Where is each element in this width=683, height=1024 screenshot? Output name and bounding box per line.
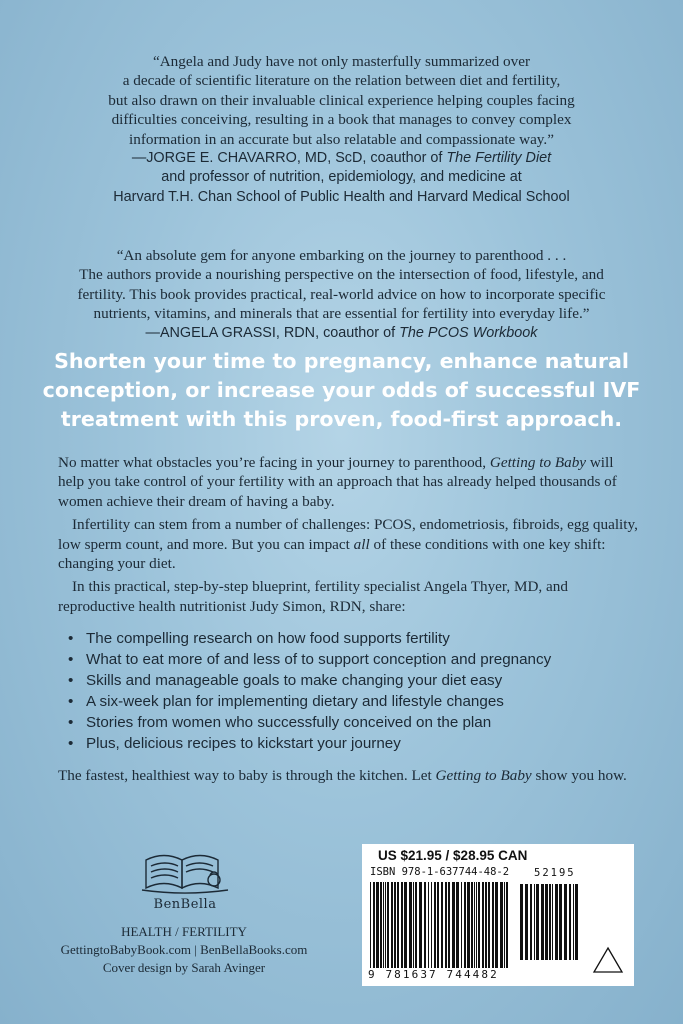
quote-line: a decade of scientific literature on the relation between diet and fertility, — [122, 72, 561, 90]
barcode-bar — [555, 884, 558, 960]
endorsement-quote-chavarro — [30, 52, 653, 207]
quote-line: “Angela and Judy have not only masterfully summarized over — [152, 53, 531, 70]
quote-attribution: —JORGE E. CHAVARRO, MD, ScD, coauthor of The Fertility Diet — [131, 150, 552, 167]
category-label: HEALTH / FERTILITY — [121, 924, 247, 939]
barcode-bar — [370, 882, 371, 968]
list-item: • Plus, delicious recipes to kickstart your journey — [68, 735, 401, 753]
quote-line: “An absolute gem for anyone embarking on the journey to parenthood . . . — [116, 247, 567, 264]
list-item: • Skills and manageable goals to make changing your diet easy — [68, 672, 503, 690]
barcode-bar — [431, 882, 432, 968]
barcode-bar — [488, 882, 490, 968]
barcode-bar — [464, 882, 466, 968]
book-title: The PCOS Workbook — [399, 324, 538, 341]
barcode-bar — [452, 882, 455, 968]
description-paragraph: In this practical, step-by-step blueprint, fertility specialist Angela Thyer, MD, and reproductive health nutritionist Judy Simon, RDN, share: — [58, 578, 568, 615]
barcode-bar — [391, 882, 393, 968]
barcode-bar — [536, 884, 539, 960]
barcode-bar — [376, 882, 379, 968]
book-icon — [140, 848, 230, 894]
barcode-bar — [478, 882, 480, 968]
bullet-icon: • — [68, 714, 74, 732]
addon-barcode — [520, 884, 578, 960]
barcode-bar — [541, 884, 544, 960]
description-paragraph: No matter what obstacles you’re facing in your journey to parenthood, Getting to Baby will help you take control of your fertility with an approach that has already helped thousands of women achieve their dream of having a baby. — [58, 454, 617, 510]
isbn-label: ISBN 978-1-637744-48-2 — [370, 866, 510, 878]
bullet-icon: • — [68, 630, 74, 648]
bullet-icon: • — [68, 735, 74, 753]
barcode-bar — [482, 882, 484, 968]
barcode-bar — [559, 884, 562, 960]
barcode-bar — [520, 884, 523, 960]
barcode-bar — [409, 882, 412, 968]
barcode-bar — [387, 882, 389, 968]
barcode-bar — [456, 882, 459, 968]
quote-line: but also drawn on their invaluable clinical experience helping couples facing — [108, 91, 575, 109]
headline-line: Shorten your time to pregnancy, enhance natural — [54, 349, 629, 373]
barcode-bar — [401, 882, 403, 968]
headline-line: conception, or increase your odds of successful IVF — [42, 378, 641, 402]
triangle-icon — [592, 946, 624, 974]
list-item: • The compelling research on how food supports fertility — [68, 630, 450, 648]
barcode-bar — [397, 882, 399, 968]
barcode-bar — [437, 882, 439, 968]
barcode-bar — [385, 882, 386, 968]
list-item: • Stories from women who successfully conceived on the plan — [68, 714, 492, 732]
barcode-bar — [394, 882, 396, 968]
ean-barcode — [370, 882, 512, 968]
book-title: Getting to Baby — [489, 454, 587, 471]
barcode-bar — [506, 882, 508, 968]
description-paragraph: Infertility can stem from a number of challenges: PCOS, endometriosis, fibroids, egg quality, low sperm count, and more. But you can impact all of these conditions with one key shift: changing your diet. — [58, 516, 638, 573]
barcode-bar — [373, 882, 375, 968]
ean-number: 9 781637 744482 — [368, 968, 499, 981]
barcode-bar — [413, 882, 414, 968]
quote-line: nutrients, vitamins, and minerals that are essential for fertility into everyday life.” — [93, 305, 590, 323]
publisher-logo — [100, 848, 270, 912]
book-description — [58, 453, 640, 786]
headline-line: treatment with this proven, food-first approach. — [60, 407, 623, 431]
list-item: • A six-week plan for implementing dietary and lifestyle changes — [68, 693, 504, 711]
barcode-bar — [471, 882, 473, 968]
design-credit: Cover design by Sarah Avinger — [102, 960, 266, 975]
barcode-bar — [448, 882, 450, 968]
barcode-bar — [552, 884, 553, 960]
barcode-bar — [575, 884, 578, 960]
barcode-bar — [504, 882, 505, 968]
barcode-bar — [545, 884, 548, 960]
website-links: GettingtoBabyBook.com | BenBellaBooks.com — [60, 942, 308, 957]
quote-line: The authors provide a nourishing perspective on the intersection of food, lifestyle, and — [79, 266, 604, 284]
barcode-bar — [573, 884, 574, 960]
barcode-bar — [383, 882, 384, 968]
quote-attribution-line: Harvard T.H. Chan School of Public Health and Harvard Medical School — [113, 188, 570, 205]
barcode-bar — [495, 882, 498, 968]
benefits-list — [58, 628, 640, 754]
description-paragraph: The fastest, healthiest way to baby is through the kitchen. Let Getting to Baby show you how. — [58, 767, 627, 785]
barcode-bar — [564, 884, 567, 960]
cover-headline — [24, 347, 659, 434]
barcode-bar — [434, 882, 436, 968]
barcode-bar — [415, 882, 417, 968]
barcode-bar — [428, 882, 429, 968]
book-title: The Fertility Diet — [446, 150, 552, 167]
barcode-bar — [419, 882, 422, 968]
list-item: • What to eat more of and less of to support conception and pregnancy — [68, 651, 552, 669]
barcode-panel — [362, 844, 634, 986]
barcode-bar — [445, 882, 447, 968]
barcode-bar — [404, 882, 407, 968]
barcode-bar — [461, 882, 462, 968]
bullet-icon: • — [68, 693, 74, 711]
barcode-bar — [525, 884, 528, 960]
barcode-bar — [467, 882, 470, 968]
barcode-bar — [485, 882, 487, 968]
price-addon-number: 52195 — [534, 867, 576, 879]
quote-attribution: —ANGELA GRASSI, RDN, coauthor of The PCOS Workbook — [145, 324, 538, 341]
barcode-bar — [549, 884, 551, 960]
publisher-name: BenBella — [153, 897, 217, 912]
quote-attribution-line: and professor of nutrition, epidemiology, and medicine at — [161, 169, 522, 186]
bullet-icon: • — [68, 651, 74, 669]
barcode-bar — [441, 882, 443, 968]
barcode-bar — [380, 882, 382, 968]
bullet-icon: • — [68, 672, 74, 690]
quote-line: information in an accurate but also relatable and compassionate way.” — [129, 130, 554, 148]
barcode-bar — [534, 884, 535, 960]
book-title: Getting to Baby — [435, 767, 532, 785]
barcode-bar — [474, 882, 475, 968]
barcode-bar — [569, 884, 571, 960]
barcode-bar — [424, 882, 426, 968]
barcode-bar — [500, 882, 503, 968]
endorsement-quote-grassi — [30, 246, 653, 343]
publisher-info — [40, 923, 328, 977]
barcode-bar — [476, 882, 477, 968]
quote-line: difficulties conceiving, resulting in a book that manages to convey complex — [111, 111, 572, 129]
barcode-bar — [492, 882, 494, 968]
price-label: US $21.95 / $28.95 CAN — [378, 848, 528, 863]
emphasis: all — [353, 535, 370, 553]
quote-line: fertility. This book provides practical, real-world advice on how to incorporate specific — [77, 285, 606, 303]
barcode-bar — [530, 884, 532, 960]
